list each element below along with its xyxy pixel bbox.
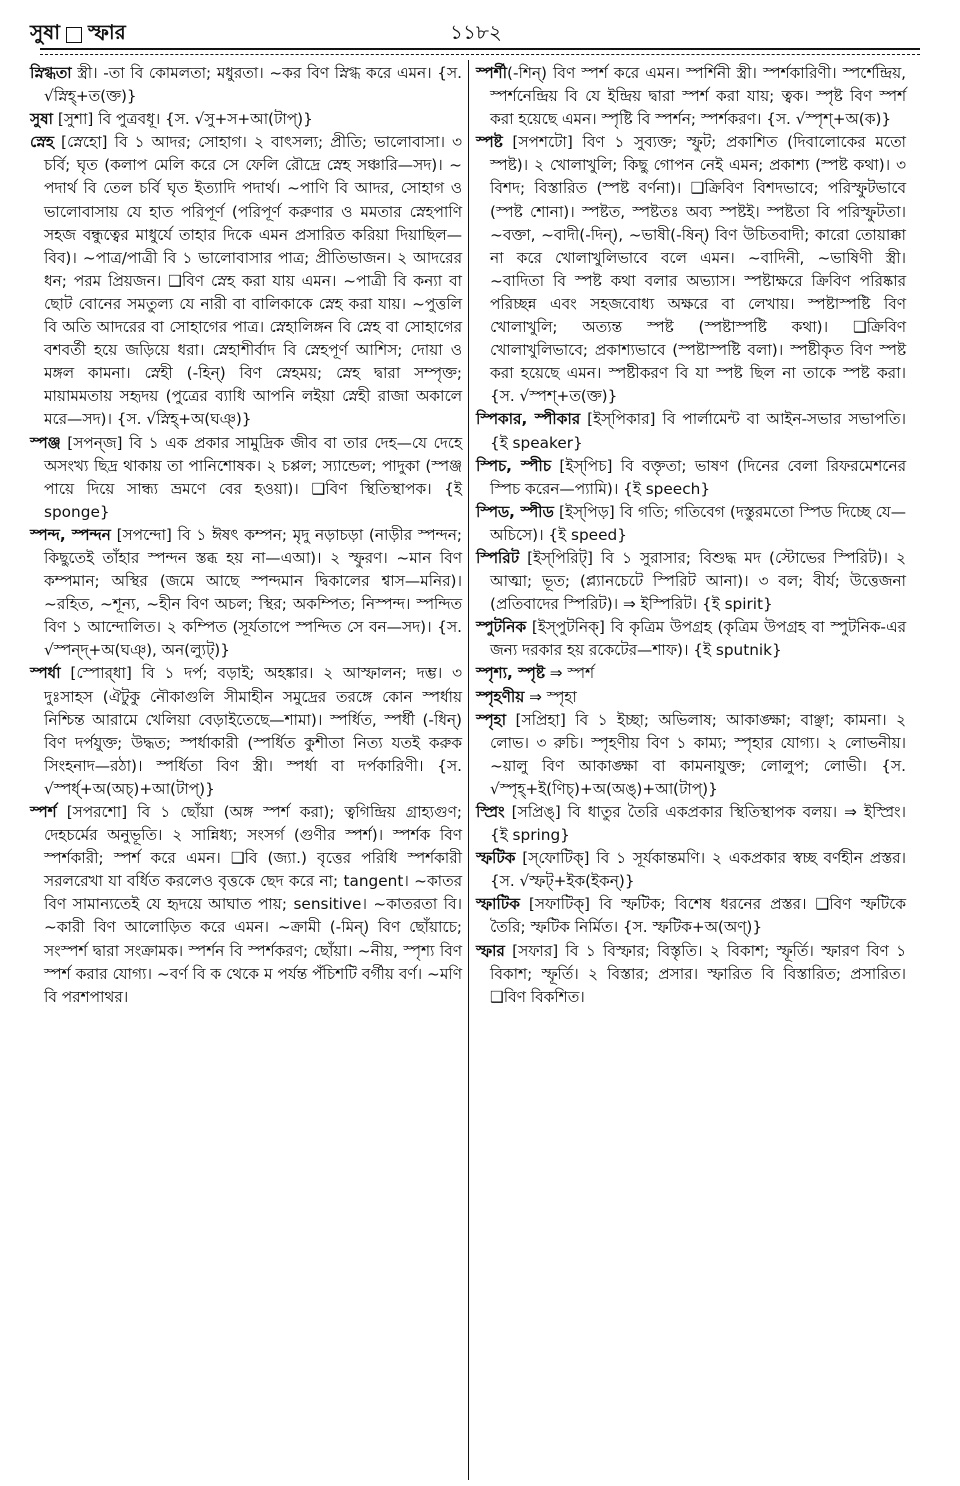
entry-headword: স্পিড, স্পীড (476, 502, 554, 521)
dictionary-entry (476, 709, 906, 801)
entry-headword: স্ফটিক (476, 849, 516, 868)
dictionary-entry (30, 662, 462, 801)
guide-word-first: সুষা (30, 20, 61, 44)
entry-headword: স্ফার (476, 941, 505, 960)
entry-definition: ⇒ স্পর্শ (544, 664, 595, 683)
dictionary-entry (476, 455, 906, 501)
entry-headword: সুষা (30, 110, 53, 129)
entry-headword: স্পিরিট (476, 548, 520, 567)
dictionary-entry (476, 547, 906, 616)
dictionary-entry (476, 940, 906, 1009)
entry-headword: স্পৃহণীয় (476, 687, 525, 706)
entry-headword: স্পঞ্জ (30, 433, 61, 452)
page-header (30, 18, 920, 48)
entry-definition: [সপরশো] বি ১ ছোঁয়া (অঙ্গ স্পর্শ করা); ত্বগিন্দ্রিয় গ্রাহ্যগুণ; দেহচর্মের অনুভূতি। ২ সান্নিধ্য; সংসর্গ (গুণীর স্পর্শ)। স্পর্শক বিণ স্পর্শকারী; স্পর্শ করে এমন। ❑বি (জ্যা.) বৃত্তের পরিধি স্পর্শকারী সরলরেখা যা বর্ধিত করলেও বৃত্তকে ছেদ করে না; tangent। ~কাতর বিণ সামান্যতেই যে হৃদয়ে আঘাত পায়; sensitive। ~কাতরতা বি। ~কারী বিণ আলোড়িত করে এমন। ~ক্রামী (-মিন্) বিণ ছোঁয়াচে; সংস্পর্শ দ্বারা সংক্রামক। স্পর্শন বি স্পর্শকরণ; ছোঁয়া। ~নীয়, স্পৃশ্য বিণ স্পর্শ করার যোগ্য। ~বর্ণ বি ক থেকে ম পর্যন্ত পঁচিশটি বর্গীয় বর্ণ। ~মণি বি পরশপাথর। (44, 803, 462, 1006)
left-column (30, 62, 462, 1009)
entry-definition: [সুশা] বি পুত্রবধূ। {স. √সু+স+আ(টাপ্)} (52, 110, 313, 129)
page-number: ১১৮২ (450, 20, 502, 44)
column-separator (468, 60, 469, 1480)
dictionary-entry (476, 893, 906, 939)
entry-definition: [ইস্‌পিকার] বি পার্লামেন্ট বা আইন-সভার সভাপতি। {ই speaker} (490, 410, 906, 452)
dictionary-entry (476, 686, 906, 709)
header-rule (40, 48, 920, 55)
entry-definition: [ইস্‌পিচ] বি বক্তৃতা; ভাষণ (দিনের বেলা রিফরমেশনের স্পিচ করেন—প্যামি)। {ই speech} (490, 456, 906, 498)
guide-word-last: স্ফার (88, 20, 126, 44)
dictionary-entry (30, 62, 462, 108)
entry-headword: স্পর্ধা (30, 664, 61, 683)
entry-definition: [ইস্‌পিরিট্] বি ১ সুরাসার; বিশুদ্ধ মদ (স্টোভের স্পিরিট)। ২ আত্মা; ভূত; (প্ল্যানচেটে স্পিরিট আনা)। ৩ বল; বীর্য; উত্তেজনা (প্রতিবাদের স্পিরিট)। ⇒ ইস্পিরিট। {ই spirit} (490, 548, 906, 614)
entry-headword: স্নিগ্ধতা (30, 64, 72, 82)
entry-headword: স্পৃহা (476, 710, 507, 729)
entry-definition: [সফার] বি ১ বিস্ফার; বিস্তৃতি। ২ বিকাশ; স্ফূর্তি। স্ফারণ বিণ ১ বিকাশ; স্ফূর্তি। ২ বিস্তার; প্রসার। স্ফারিত বি বিস্তারিত; প্রসারিত। ❑বিণ বিকশিত। (490, 941, 906, 1006)
entry-definition: [ইস্‌পিড়] বি গতি; গতিবেগ (দস্তুরমতো স্পিড দিচ্ছে যে—অচিসে)। {ই speed} (490, 502, 907, 544)
entry-definition: [সপ্রিহা] বি ১ ইচ্ছা; অভিলাষ; আকাঙ্ক্ষা; বাঞ্ছা; কামনা। ২ লোভ। ৩ রুচি। স্পৃহণীয় বিণ ১ কাম্য; স্পৃহার যোগ্য। ২ লোভনীয়। ~য়ালু বিণ আকাঙ্ক্ষা বা কামনাযুক্ত; লোলুপ; লোভী। {স. √স্পৃহ্‌+ই(ণিচ্)+অ(অঙ্)+আ(টাপ্)} (490, 710, 906, 798)
entry-headword: স্পৃশ্য, স্পৃষ্ট (476, 664, 545, 683)
dictionary-entry (30, 131, 462, 431)
entry-definition: [স্‌ফোটিক্] বি ১ সূর্যকান্তমণি। ২ একপ্রকার স্বচ্ছ বর্ণহীন প্রস্তর। {স. √স্ফট্‌+ইক(ইকন্)} (490, 849, 906, 891)
dictionary-entry (30, 432, 462, 524)
dictionary-entry (476, 801, 906, 847)
entry-definition: [সপ্রিঙ্] বি ধাতুর তৈরি একপ্রকার স্থিতিস্থাপক বলয়। ⇒ ইস্প্রিং। {ই spring} (490, 803, 906, 845)
entry-definition: (-শিন্) বিণ স্পর্শ করে এমন। স্পর্শিনী স্ত্রী। স্পর্শকারিণী। স্পর্শেন্দ্রিয়, স্পর্শনেন্দ্রিয় বি যে ইন্দ্রিয় দ্বারা স্পর্শ করা যায়; ত্বক। স্পৃষ্ট বিণ স্পর্শ করা হয়েছে এমন। স্পৃষ্টি বি স্পর্শন; স্পর্শকরণ। {স. √স্পৃশ্‌+অ(ক)} (490, 64, 906, 129)
right-column (476, 62, 906, 1009)
entry-definition: [সফাটিক্] বি স্ফটিক; বিশেষ ধরনের প্রস্তর। ❑বিণ স্ফটিকে তৈরি; স্ফটিক নির্মিত। {স. স্ফটিক+অ(অণ্)} (490, 895, 906, 937)
entry-headword: স্পর্শী (476, 64, 507, 82)
square-icon (66, 27, 82, 43)
entry-headword: স্পন্দ, স্পন্দন (30, 525, 111, 544)
entry-headword: স্প্রিং (476, 803, 505, 821)
entry-definition: [স্নেহো] বি ১ আদর; সোহাগ। ২ বাৎসল্য; প্রীতি; ভালোবাসা। ৩ চর্বি; ঘৃত (কলাপ মেলি করে সে ফেলি রৌদ্রে স্নেহ সঞ্চারি‍—সদ)। ~ পদার্থ বি তেল চর্বি ঘৃত ইত্যাদি পদার্থ। ~পাণি বি আদর, সোহাগ ও ভালোবাসায় যে হাত পরিপূর্ণ (পরিপূর্ণ করুণার ও মমতার স্নেহপাণি সহজ বন্ধুত্বের মাধুর্যে তাহার দিকে এমন প্রসারিত করিয়া দিয়াছিল—বিব)। ~পাত্র/পাত্রী বি ১ ভালোবাসার পাত্র; প্রীতিভাজন। ২ আদরের ধন; পরম প্রিয়জন। ❑বিণ স্নেহ করা যায় এমন। ~পাত্রী বি কন্যা বা ছোট বোনের সমতুল্য যে নারী বা বালিকাকে স্নেহ করা যায়। ~পুত্তলি বি অতি আদরের বা সোহাগের পাত্র। স্নেহালিঙ্গন বি স্নেহ বা সোহাগের বশবর্তী হয়ে জড়িয়ে ধরা। স্নেহাশীর্বাদ বি স্নেহপূর্ণ আশিস; দোয়া ও মঙ্গল কামনা। স্নেহী (-হিন্) বিণ স্নেহময়; স্নেহ দ্বারা সম্পৃক্ত; মায়ামমতায় সহৃদয় (পুত্রের ব্যাধি আপনি লইয়া স্নেহী রাজা অকালে মরে—সদ)। {স. √স্নিহ্‌+অ(ঘঞ্)} (44, 133, 462, 429)
dictionary-entry (476, 131, 906, 408)
entry-definition: ⇒ স্পৃহা (524, 687, 577, 706)
entry-definition: স্ত্রী। -তা বি কোমলতা; মধুরতা। ~কর বিণ স্নিগ্ধ করে এমন। {স. √স্নিহ্‌+ত(ক্ত)} (44, 64, 462, 106)
entry-headword: স্পিকার, স্পীকার (476, 410, 581, 429)
entry-definition: [সপশটো] বিণ ১ সুব্যক্ত; স্ফুট; প্রকাশিত (দিবালোকের মতো স্পষ্ট)। ২ খোলাখুলি; কিছু গোপন নেই এমন; প্রকাশ্য (স্পষ্ট কথা)। ৩ বিশদ; বিস্তারিত (স্পষ্ট বর্ণনা)। ❑ক্রিবিণ বিশদভাবে; পরিস্ফুটভাবে (স্পষ্ট শোনা)। স্পষ্টত, স্পষ্টতঃ অব্য স্পষ্টই। স্পষ্টতা বি পরিস্ফুটতা। ~বক্তা, ~বাদী(-দিন্), ~ভাষী(-ষিন্) বিণ উচিতবাদী; কারো তোয়াক্কা না করে খোলাখুলিভাবে বলে এমন। ~বাদিনী, ~ভাষিণী স্ত্রী। ~বাদিতা বি স্পষ্ট কথা বলার অভ্যাস। স্পষ্টাক্ষরে ক্রিবিণ পরিষ্কার পরিচ্ছন্ন এবং সহজবোধ্য অক্ষরে বা লেখায়। স্পষ্টাস্পষ্টি বিণ খোলাখুলি; অত্যন্ত স্পষ্ট (স্পষ্টাস্পষ্টি কথা)। ❑ক্রিবিণ খোলাখুলিভাবে; প্রকাশ্যভাবে (স্পষ্টাস্পষ্টি বলা)। স্পষ্টীকৃত বিণ স্পষ্ট করা হয়েছে এমন। স্পষ্টীকরণ বি যা স্পষ্ট ছিল না তাকে স্পষ্ট করা। {স. √স্পশ্‌+ত(ক্ত)} (490, 133, 906, 406)
entry-definition: [সপন্‌জ] বি ১ এক প্রকার সামুদ্রিক জীব বা তার দেহ—যে দেহে অসংখ্য ছিদ্র থাকায় তা পানিশোষক। ২ চপ্পল; স্যান্ডেল; পাদুকা (স্পঞ্জ পায়ে দিয়ে সান্ধ্য ভ্রমণে বের হওয়া)। ❑বিণ স্থিতিস্থাপক। {ই sponge} (44, 433, 462, 521)
entry-headword: স্পষ্ট (476, 133, 503, 152)
dictionary-entry (30, 524, 462, 663)
entry-definition: [সপন্দো] বি ১ ঈষৎ কম্পন; মৃদু নড়াচড়া (নাড়ীর স্পন্দন; কিছুতেই তাঁহার স্পন্দন স্তব্ধ হয় না—এআ)। ২ স্ফুরণ। ~মান বিণ কম্পমান; অস্থির (জমে আছে স্পন্দমান দ্বিকালের শ্বাস—মনির)। ~রহিত, ~শূন্য, ~হীন বিণ অচল; স্থির; অকম্পিত; নিস্পন্দ। স্পন্দিত বিণ ১ আন্দোলিত। ২ কম্পিত (সূর্যতাপে স্পন্দিত সে বন—সদ)। {স. √স্পন্দ্‌+অ(ঘঞ্), অন(ল্যুট্)} (44, 525, 463, 660)
entry-headword: স্নেহ (30, 133, 54, 152)
dictionary-entry (30, 801, 462, 1009)
entry-definition: [ইস্‌পুটনিক্] বি কৃত্রিম উপগ্রহ (কৃত্রিম উপগ্রহ বা স্পুটনিক-এর জন্য দরকার হয় রকেটের—শাফ)। {ই sputnik} (490, 618, 906, 660)
dictionary-entry (476, 408, 906, 454)
entry-headword: স্পর্শ (30, 803, 57, 821)
dictionary-entry (476, 847, 906, 893)
entry-headword: স্ফাটিক (476, 895, 520, 914)
dictionary-entry (476, 662, 906, 685)
dictionary-entry (476, 616, 906, 662)
dictionary-entry (476, 62, 906, 131)
entry-headword: স্পুটনিক (476, 618, 527, 637)
entry-headword: স্পিচ, স্পীচ (476, 456, 552, 475)
entry-definition: [স্পোর্‌ধা] বি ১ দর্প; বড়াই; অহঙ্কার। ২ আস্ফালন; দম্ভ। ৩ দুঃসাহস (ঐটুকু নৌকাগুলি সীমাহীন সমুদ্রের তরঙ্গে কোন স্পর্ধায় নিশ্চিন্ত আরামে খেলিয়া বেড়াইতেছে—শামা)। স্পর্ধিত, স্পর্ধী (-ধিন্) বিণ দর্পযুক্ত; উদ্ধত; স্পর্ধাকারী (স্পর্ধিত কুশীতা নিত্য যতই করুক সিংহনাদ—রঠা)। স্পর্ধিতা বিণ স্ত্রী। স্পর্ধা বা দর্পকারিণী। {স. √স্পর্ধ্‌+অ(অচ্)+আ(টাপ্)} (44, 664, 462, 798)
dictionary-entry (476, 501, 906, 547)
dictionary-entry (30, 108, 462, 131)
